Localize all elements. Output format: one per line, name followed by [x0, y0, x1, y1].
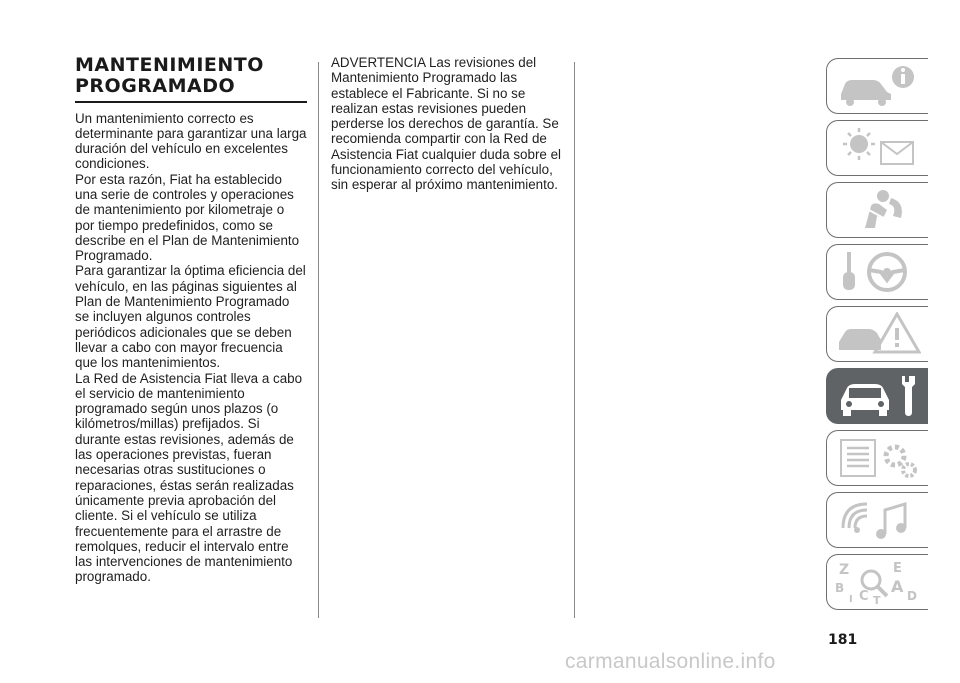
- airbag-seat-icon: [835, 188, 921, 232]
- paragraph-2: Por esta razón, Fiat ha establecido una serie de controles y operaciones de mantenimiento por kilometraje o por tiempo predefinidos, como se describe en el Plan de Mantenimiento Programado.: [75, 171, 300, 264]
- multimedia-icon: [835, 498, 921, 542]
- paragraph-4: La Red de Asistencia Fiat lleva a cabo el servicio de mantenimiento programado según unos plazos (o kilómetros/millas) prefijados. Si durante estas revisiones, además de las operaciones previstas, fueran necesarias otras sustituciones o reparaciones, éstas serán realizadas únicamente previa aprobación del cliente. Si el vehículo se utiliza frecuentemente para el arrastre de remolques, reducir el intervalo entre las intervenciones de mantenimiento programado.: [75, 370, 303, 585]
- lights-message-icon: [835, 126, 921, 170]
- tab-lights-messages[interactable]: [826, 120, 928, 176]
- car-wrench-icon: [835, 374, 921, 418]
- index-letter: T: [873, 594, 881, 604]
- title-line-1: MANTENIMIENTO: [75, 54, 264, 76]
- paragraph-3: Para garantizar la óptima eficiencia del vehículo, en las páginas siguientes al Plan de Mantenimiento Programado se incluyen algunos controles periódicos adicionales que se deben llevar a cabo con mayor frecuencia que los mantenimientos.: [75, 263, 306, 371]
- alphabetical-index-icon: [835, 560, 921, 604]
- index-letter: Z: [839, 562, 850, 578]
- tab-emergency[interactable]: [826, 306, 928, 362]
- tab-maintenance[interactable]: [826, 368, 928, 424]
- tab-technical-data[interactable]: [826, 430, 928, 486]
- tab-starting-driving[interactable]: [826, 244, 928, 300]
- tab-index[interactable]: [826, 554, 928, 610]
- title-underline: [75, 101, 307, 103]
- middle-column: [331, 55, 561, 193]
- tab-car-info[interactable]: [826, 58, 928, 114]
- title-line-2: PROGRAMADO: [75, 75, 236, 97]
- left-column: [75, 55, 307, 585]
- page-title: [75, 55, 307, 97]
- paragraph-1: Un mantenimiento correcto es determinante para garantizar una larga duración del vehículo en excelentes condiciones.: [75, 110, 307, 172]
- specs-gear-icon: [835, 436, 921, 480]
- tab-multimedia[interactable]: [826, 492, 928, 548]
- warning-text: ADVERTENCIA Las revisiones del Mantenimiento Programado las establece el Fabricante. Si no se realizan estas revisiones pueden perderse los derechos de garantía. Se recomienda compartir con la Red de Asistencia Fiat cualquier duda sobre el funcionamiento correcto del vehículo, sin esperar al próximo mantenimiento.: [331, 55, 562, 193]
- tab-safety[interactable]: [826, 182, 928, 238]
- chapter-tabs: [826, 58, 928, 616]
- page-number: 181: [828, 632, 858, 648]
- car-info-icon: [835, 64, 921, 108]
- index-letter: E: [893, 561, 902, 576]
- column-divider-right: [574, 62, 575, 618]
- index-letter: I: [849, 594, 853, 604]
- index-letter: A: [891, 577, 904, 596]
- index-letter: C: [859, 589, 869, 604]
- magnifier-icon: [862, 571, 880, 589]
- emergency-triangle-icon: [835, 312, 921, 356]
- index-letter: B: [835, 581, 845, 595]
- key-steering-icon: [835, 250, 921, 294]
- column-divider-left: [318, 62, 319, 618]
- watermark: carmanualsonline.info: [565, 650, 776, 673]
- index-letter: D: [907, 589, 917, 603]
